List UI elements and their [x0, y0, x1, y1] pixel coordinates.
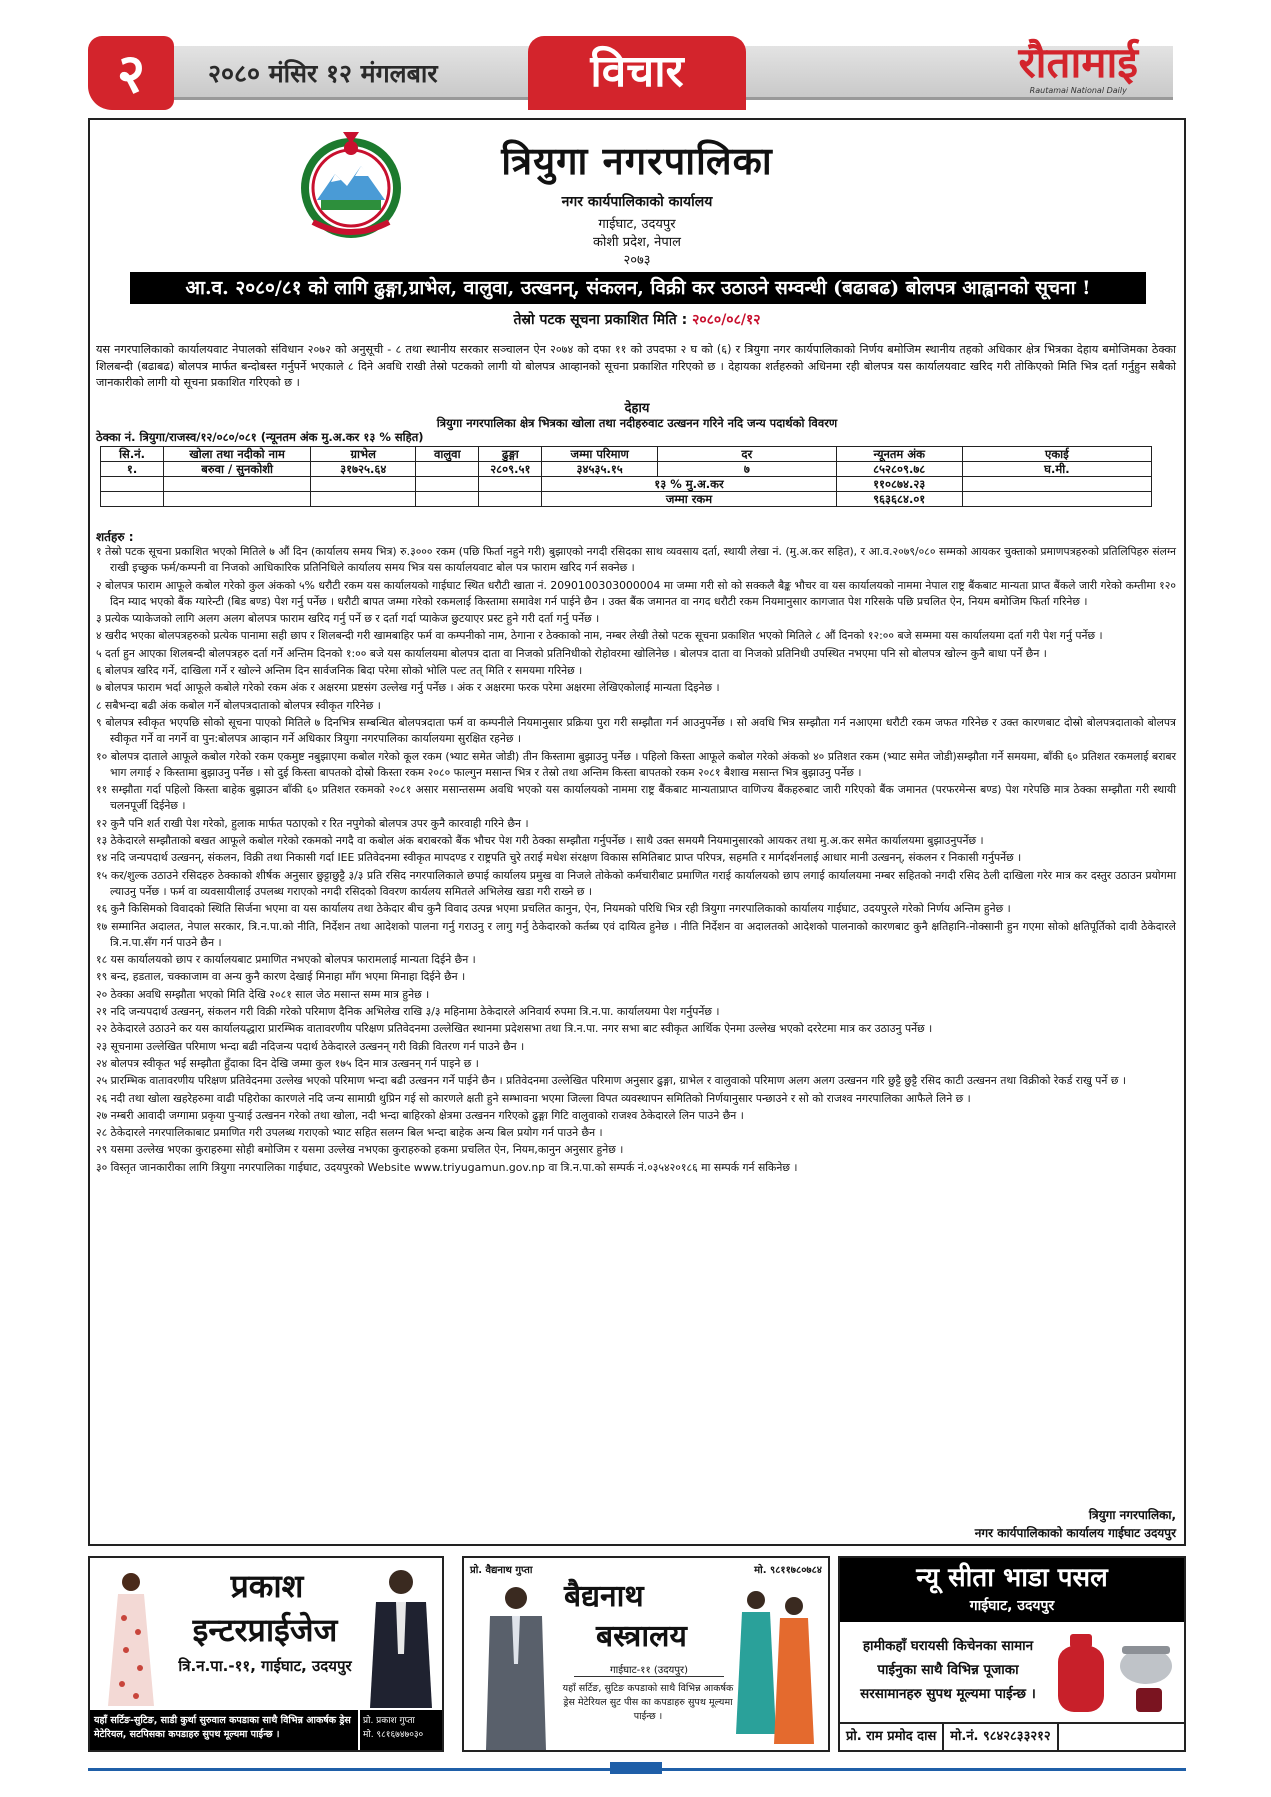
ad1-footer: यहाँ सर्टिङ-सुटिङ, साडी कुर्था सुरुवाल कपडाका साथै विभिन्न आकर्षक ड्रेस मेटेरियल, सटपिसका कपडाहरु सुपथ मूल्यमा पाईन्छ । [90, 1710, 358, 1752]
masthead-name: रौतामाई [1018, 38, 1138, 87]
col-header: जम्मा परिमाण [542, 447, 658, 462]
ad1-contact [360, 1710, 444, 1752]
notice-banner: आ.व. २०८०/८१ को लागि ढुङ्गा,ग्राभेल, वालुवा, उत्खनन्, संकलन, विक्री कर उठाउने सम्वन्धी (बढाबढ) बोलपत्र आह्वानको सूचना ! [130, 272, 1146, 304]
ad-prakash-enterprises [88, 1556, 444, 1752]
page-header [88, 36, 1178, 110]
third-notice-label: तेस्रो पटक सूचना प्रकाशित मिति : [513, 312, 693, 328]
ad2-phone: मो. ९८११७८०७८४ [754, 1565, 822, 1576]
section-title: विचार [528, 36, 746, 110]
ad1-name-line-2: इन्टरप्राईजेज [192, 1611, 338, 1649]
table-cell [962, 477, 1151, 492]
ad3-owner: प्रो. राम प्रमोद दास [840, 1724, 944, 1750]
office-name: नगर कार्यपालिकाको कार्यालय [561, 194, 713, 210]
table-row [101, 492, 1152, 507]
ad1-name-line-1: प्रकाश [230, 1567, 304, 1605]
table-cell: ३४५३५.१५ [542, 462, 658, 477]
term-item: २३ सूचनामा उल्लेखित परिमाण भन्दा बढी नदिजन्य पदार्थ ठेकेदारले उत्खनन् गरी विक्री वितरण गर्न पाउने छैन । [96, 1039, 525, 1053]
table-cell [311, 492, 416, 507]
ad2-name-line-1: बैद्यनाथ [564, 1579, 644, 1614]
term-item: १४ नदि जन्यपदार्थ उत्खनन्, संकलन, विक्री तथा निकासी गर्दा IEE प्रतिवेदनमा स्वीकृत मापदण्ड र राष्ट्रपति चुरे तराई मधेश संरक्षण विकास समितिबाट प्राप्त परिपत्र, सहमति र मार्गदर्शनलाई आधार मानी उत्खनन्, संकलन र निकासी गर्नुपर्नेछ । [96, 851, 1022, 865]
address-line-2: कोशी प्रदेश, नेपाल [593, 235, 681, 250]
term-item: १८ यस कार्यालयको छाप र कार्यालयबाट प्रमाणित नभएको बोलपत्र फारामलाई मान्यता दिईने छैन । [96, 953, 476, 967]
table-cell [101, 477, 164, 492]
table-cell: घ.मी. [962, 462, 1151, 477]
ad3-phone: मो.नं. ९८४२८३३२१२ [944, 1724, 1058, 1750]
intro-paragraph: यस नगरपालिकाको कार्यालयवाट नेपालको संविधान २०७२ को अनुसूची - ८ तथा स्थानीय सरकार सञ्चालन ऐन २०७४ को दफा ११ को उपदफा २ घ को (६) र त्रियुगा नगर कार्यपालिकाको निर्णय बमोजिम स्थानीय तहको अधिकार क्षेत्र भित्रका देहाय बमोजिमका ठेक्का शिलबन्दी (बढाबढ) बोलपत्र मार्फत बन्दोबस्त गर्नुपर्ने भएकाले ८ दिने अवधि राखी तेस्रो पटकको लागी यो बोलपत्र आव्हानको सूचना प्रकाशित गरिएको छ । देहायका शर्तहरुको अधिनमा रही बोलपत्र यस कार्यालयवाट खरिद गरी तोकिएको मिति भित्र दर्ता गर्नुहुन सबैको जानकारीको लागी यो सूचना प्रकाशित गरिएको छ । [96, 343, 1176, 390]
col-header: ग्राभेल [311, 447, 416, 462]
table-cell [311, 477, 416, 492]
vat-label: १३ % मु.अ.कर [542, 477, 836, 492]
ad1-contact-phone: मो. ९८१६७४७०३० [363, 1730, 424, 1740]
term-item: ८ सबैभन्दा बढी अंक कबोल गर्ने बोलपत्रदाताको बोलपत्र स्वीकृत गरिनेछ । [96, 698, 381, 712]
term-item: ६ बोलपत्र खरिद गर्ने, दाखिला गर्ने र खोल्ने अन्तिम दिन सार्वजनिक बिदा परेमा सोको भोलि पल्ट तत् मिति र समयमा गरिनेछ । [96, 664, 583, 678]
address-line-1: गाईघाट, उदयपुर [598, 217, 676, 232]
issue-date: २०८० मंसिर १२ मंगलबार [208, 59, 438, 88]
ad3-title: न्यू सीता भाडा पसल [916, 1563, 1108, 1593]
ad-new-sita-bhada-pasal [838, 1556, 1186, 1752]
third-notice-line [90, 310, 1184, 329]
ad2-owner: प्रो. वैद्यनाथ गुप्ता [470, 1565, 533, 1576]
term-item: ३ प्रत्येक प्याकेजको लागि अलग अलग बोलपत्र फाराम खरिद गर्नु पर्ने छ र दर्ता गर्दा प्याकेज छुटयाएर प्रस्ट हुने गरी दर्ता गर्नु पर्नेछ । [96, 612, 600, 626]
term-item: ११ सम्झौता गर्दा पहिलो किस्ता बाहेक बुझाउन बाँकी ६० प्रतिशत रकमको २०८१ असार मसान्तसम्म अवधि भएको यस कार्यालयको नाममा राष्ट्र बैंकबाट मान्यताप्राप्त वाणिज्य बैंकहरुबाट जारी गरिएको बैंक जमानत (परफरमेन्स बण्ड) पेश गरेपछि मात्र ठेक्का सम्झौता गरी स्थायी चलनपूर्जी दिईनेछ । [96, 783, 1176, 813]
ad3-location: गाईघाट, उदयपुर [969, 1598, 1055, 1614]
col-header: न्यूनतम अंक [836, 447, 962, 462]
ad-baidyanath-bastralaya [462, 1556, 830, 1752]
term-item: १५ कर/शुल्क उठाउने रसिदहरु ठेक्काको शीर्षक अनुसार छुट्टाछुट्टै ३/३ प्रति रसिद नगरपालिकाले छपाई कार्यालय प्रमुख वा निजले तोकेको कर्मचारीबाट प्रमाणित गराई कार्यालयको छाप लगाई कार्यालयमा नम्बर सहितको नगदी रसिद ठेली दाखिला गरेर मात्र कर दस्तुर उठाउन प्रयोगमा ल्याउनु पर्नेछ । फर्म वा व्यवसायीलाई उपलब्ध गराएको नगदी रसिदको विवरण कार्यलय समितले अभिलेख खडा गरी राख्ने छ । [96, 868, 1176, 898]
masthead-subtitle: Rautamai National Daily [1029, 86, 1127, 95]
col-header: दर [657, 447, 836, 462]
page-number: २ [88, 36, 174, 110]
term-item: ९ बोलपत्र स्वीकृत भएपछि सोको सूचना पाएको मितिले ७ दिनभित्र सम्बन्धित बोलपत्रदाता फर्म वा कम्पनीले नियमानुसार प्रक्रिया पुरा गरी सम्झौता गर्न आउनुपर्नेछ । सो अवधि भित्र सम्झौता गर्न नआएमा धरौटी रकम जफत गरिनेछ र उक्त कारणबाट दोस्रो बोलपत्रदाताको बोलपत्र स्वीकृत गर्ने वा नगर्ने वा पुन:बोलपत्र आव्हान गर्ने अधिकार त्रियुगा नगरपालिका कार्यालयमा सुरक्षित रहनेछ । [96, 715, 1176, 746]
term-item: २४ बोलपत्र स्वीकृत भई सम्झौता हुँदाका दिन देखि जम्मा कुल १७५ दिन मात्र उत्खनन् गर्न पाइने छ । [96, 1056, 479, 1070]
table-cell [479, 492, 542, 507]
bottom-mark [610, 1762, 662, 1774]
contract-reference: ठेक्का नं. त्रियुगा/राजस्व/१२/०८०/०८१ (न्यूनतम अंक मु.अ.कर १३ % सहित) [96, 430, 424, 444]
table-cell: बरुवा / सुनकोशी [164, 462, 311, 477]
suit-model-icon [472, 1580, 560, 1750]
man-model-icon [360, 1564, 442, 1708]
masthead-logo [1019, 40, 1139, 95]
term-item: ७ बोलपत्र फाराम भर्दा आफूले कबोले गरेको रकम अंक र अक्षरमा प्रष्टसंग उल्लेख गर्नु पर्नेछ । अंक र अक्षरमा फरक परेमा अक्षरमा लेखिएकोलाई मान्यता दिइनेछ । [96, 681, 720, 695]
ad3-footer [840, 1722, 1184, 1752]
term-item: २७ नम्बरी आवादी जग्गामा प्रकृया पुऱ्याई उत्खनन गरेको तथा खोला, नदी भन्दा बाहिरको क्षेत्रमा उत्खनन गरिएको ढुङ्गा गिटि वालुवाको राजश्व ठेकेदारले लिन पाउने छैन । [96, 1108, 744, 1122]
term-item: २६ नदी तथा खोला खहरेहरुमा वाढी पहिरोका कारणले नदि जन्य सामाग्री थुप्रिन गई सो कारणले क्षती हुने सम्भावना भएमा जिल्ला विपत व्यवस्थापन समितिको निर्णयानुसार पन्छाउने र सो को राजश्व नगरपालिका आफैले लिने छ । [96, 1091, 971, 1105]
schedule-heading: देहाय [624, 401, 650, 416]
kurta-models-icon [726, 1584, 822, 1750]
term-item: १७ सम्मानित अदालत, नेपाल सरकार, त्रि.न.पा.को नीति, निर्देशन तथा आदेशको पालना गर्नु गराउनु र लागु गर्नु ठेकेदारको कर्तब्य एवं दायित्व हुनेछ । नीति निर्देशन वा अदालतको आदेशको पालनाको कारणबाट कुनै क्षतिहानि-नोक्सानी हुन गएमा सोको क्षतिपूर्तिको दावी ठेकेदारले त्रि.न.पा.सँग गर्न पाउने छैन । [96, 919, 1176, 949]
term-item: २१ नदि जन्यपदार्थ उत्खनन्, संकलन गरी विक्री गरेको परिमाण दैनिक अभिलेख राखि ३/३ महिनामा ठेकेदारले अनिवार्य रुपमा त्रि.न.पा. कार्यालयमा पेश गर्नुपर्नेछ । [96, 1005, 720, 1019]
term-item: १ तेस्रो पटक सूचना प्रकाशित भएको मितिले ७ औं दिन (कार्यालय समय भित्र) रु.३००० रकम (पछि फिर्ता नहुने गरी) बुझाएको नगदी रसिदका साथ व्यवसाय दर्ता, स्थायी लेखा नं. (मु.अ.कर सहित), र आ.व.२०७९/०८० सम्मको आयकर चुक्ताको प्रमाणपत्रहरुको प्रतिलिपिहरु संलग्न राखी इच्छुक फर्म/कम्पनी वा निजको आधिकारिक प्रतिनिधिले कार्यालय समय भित्र यस कार्यालयवाट बोल पत्र फाराम खरिद गर्न सक्नेछ । [96, 545, 1176, 575]
col-header: एकाई [962, 447, 1151, 462]
terms-list [96, 544, 1176, 1177]
term-item: १३ ठेकेदारले सम्झौताको बखत आफूले कबोल गरेको रकमको नगदै वा कबोल अंक बराबरको बैंक भौचर पेश गरी ठेक्का सम्झौता गर्नुपर्नेछ । साथै उक्त समयमै नियमानुसारको आयकर तथा मु.अ.कर समेत कार्यालयमा बुझाउनुपर्नेछ । [96, 834, 984, 848]
table-cell [479, 477, 542, 492]
tender-notice [88, 118, 1186, 1546]
term-item: २५ प्रारम्भिक वातावरणीय परिक्षण प्रतिवेदनमा उल्लेख भएको परिमाण भन्दा बढी उत्खनन गर्ने पाईने छैन । प्रतिवेदनमा उल्लेखित परिमाण अनुसार ढुङ्गा, ग्राभेल र वालुवाको परिमाण अलग अलग उत्खनन गरि छुट्टै छुट्टै रसिद काटी उत्खनन तथा विक्रीको रेकर्ड राखु पर्ने छ । [96, 1074, 1126, 1088]
table-cell: ३१७२५.६४ [311, 462, 416, 477]
table-cell: ७ [657, 462, 836, 477]
estimate-table [100, 446, 1152, 507]
term-item: ३० विस्तृत जानकारीका लागि त्रियुगा नगरपालिका गाईघाट, उदयपुरको Website www.triyugamun.gov.np वा त्रि.न.पा.को सम्पर्क नं.०३५४२०१८६ मा सम्पर्क गर्न सकिनेछ । [96, 1160, 798, 1174]
kitchenware-icon [1050, 1626, 1184, 1716]
signature-line-1: त्रियुगा नगरपालिका, [1088, 1508, 1176, 1522]
table-row [101, 477, 1152, 492]
table-cell [164, 492, 311, 507]
col-header: खोला तथा नदीको नाम [164, 447, 311, 462]
ad1-location: त्रि.न.पा.-११, गाईघाट, उदयपुर [178, 1657, 352, 1675]
term-item: २० ठेक्का अवधि सम्झौता भएको मिति देखि २०८१ साल जेठ मसान्त सम्म मात्र हुनेछ । [96, 987, 430, 1001]
table-cell [164, 477, 311, 492]
ad2-name-line-2: बस्त्रालय [596, 1619, 687, 1654]
ad1-contact-name: प्रो. प्रकाश गुप्ता [363, 1716, 415, 1726]
third-notice-date: २०८०/०८/१२ [692, 312, 761, 328]
term-item: २८ ठेकेदारले नगरपालिकाबाट प्रमाणित गरी उपलब्ध गराएको भ्याट सहित सलग्न बिल भन्दा बाहेक अन्य बिल प्रयोग गर्न पाउने छैन । [96, 1126, 603, 1140]
term-item: १० बोलपत्र दाताले आफूले कबोल गरेको रकम एकमुष्ट नबुझाएमा कबोल गरेको कूल रकम (भ्याट समेत जोडी) तीन किस्तामा बुझाउनु पर्नेछ । पहिलो किस्ता आफूले कबोल गरेको अंकको ४० प्रतिशत रकम (भ्याट समेत जोडी)सम्झौता गर्ने समयमा, बाँकी ६० प्रतिशत रकमलाई बराबर भाग लगाई २ किस्तामा बुझाउनु पर्नेछ । सो दुई किस्ता बापतको दोस्रो किस्ता रकम २०८० फाल्गुन मसान्त भित्र र तेस्रो तथा अन्तिम किस्ता बापतको रकम २०८१ बैशाख मसान्त भित्र बुझाउनु पर्नेछ । [96, 749, 1176, 779]
table-title: त्रियुगा नगरपालिका क्षेत्र भित्रका खोला तथा नदीहरुवाट उत्खनन गरिने नदि जन्य पदार्थको विवरण [436, 416, 838, 430]
table-cell [416, 462, 479, 477]
ad3-header [840, 1558, 1184, 1622]
notice-title: त्रियुगा नगरपालिका [501, 138, 773, 183]
table-cell: ८५२८०९.७८ [836, 462, 962, 477]
ad2-description: यहाँ सर्टिङ, सुटिङ कपडाको साथै विभिन्न आकर्षक ड्रेस मेटेरियल सुट पीस का कपडाहरु सुपथ मूल्यमा पाईन्छ । [562, 1683, 734, 1722]
term-item: १९ बन्द, हडताल, चक्काजाम वा अन्य कुनै कारण देखाई मिनाहा माँग भएमा मिनाहा दिईने छैन । [96, 970, 466, 984]
term-item: १६ कुनै किसिमको विवादको स्थिति सिर्जना भएमा वा यस कार्यालय तथा ठेकेदार बीच कुनै विवाद उत्पन्न भएमा प्रचलित कानुन, ऐन, नियमको परिधि भित्र रही त्रियुगा नगरपालिकाको कार्यालय गाईघाट, उदयपुरले गरेको निर्णय अन्तिम हुनेछ । [96, 902, 1011, 916]
table-header-row [101, 447, 1152, 462]
table-cell [416, 492, 479, 507]
woman-model-icon [96, 1568, 166, 1708]
total-amount: ९६३६८४.०१ [836, 492, 962, 507]
term-item: २२ ठेकेदारले उठाउने कर यस कार्यालयद्धारा प्रारम्भिक वातावरणीय परिक्षण प्रतिवेदनमा उल्लेखित स्थानमा प्रदेशसभा तथा त्रि.न.पा. नगर सभा बाट स्वीकृत आर्थिक ऐनमा उल्लेख भएको दररेटमा मात्र कर उठाउनु पर्नेछ । [96, 1022, 933, 1036]
signature-line-2: नगर कार्यपालिकाको कार्यालय गाईघाट उदयपुर [974, 1526, 1176, 1540]
term-item: ५ दर्ता हुन आएका शिलबन्दी बोलपत्रहरु दर्ता गर्ने अन्तिम दिनको १:०० बजे यस कार्यालयमा बोलपत्र दाता वा निजको प्रतिनिधीको रोहोवरमा खोलिनेछ । बोलपत्र दाता वा निजको प्रतिनिधी उपस्थित नभएमा पनि सो बोलपत्र खोल्न कुनै बाधा पर्ने छैन । [96, 646, 1047, 660]
col-header: वालुवा [416, 447, 479, 462]
term-item: २९ यसमा उल्लेख भएका कुराहरुमा सोही बमोजिम र यसमा उल्लेख नभएका कुराहरुको हकमा प्रचलित ऐन, नियम,कानुन अनुसार हुनेछ । [96, 1143, 624, 1157]
established-year: २०७३ [623, 253, 651, 268]
term-item: २ बोलपत्र फाराम आफूले कबोल गरेको कुल अंकको ५% धरौटी रकम यस कार्यालयको गाईघाट स्थित धरौटी खाता नं. 2090100303000004 मा जम्मा गरी सो को सक्कलै बैङ्क भौचर वा यस कार्यालयको नाममा नेपाल राष्ट्र बैंकबाट मान्यता प्राप्त बैंकले जारी गरेको कम्तीमा १२० दिन म्याद भएको बैंक ग्यारेन्टी (बिड बण्ड) पेश गर्नु पर्नेछ । धरौटी बापत जम्मा गरेको रकमलाई किस्तामा समावेश गर्न पाईने छैन । उक्त बैंक जमानत वा नगद धरौटी रकम नियमानुसार कागजात पेश गरिसके पछि प्रचलित ऐन, नियम बमोजिम फिर्ता गरिनेछ । [96, 578, 1176, 608]
terms-heading: शर्तहरु : [96, 530, 134, 544]
table-cell: २८०९.५१ [479, 462, 542, 477]
ad2-location: गाईघाट-११ (उदयपुर) [574, 1662, 724, 1677]
table-row [101, 462, 1152, 477]
total-label: जम्मा रकम [542, 492, 836, 507]
table-cell [962, 492, 1151, 507]
table-cell [416, 477, 479, 492]
col-header: सि.नं. [101, 447, 164, 462]
table-cell [101, 492, 164, 507]
ad3-description: हामीकहाँ घरायसी किचेनका सामान पाईनुका साथै विभिन्न पूजाका सरसामानहरु सुपथ मूल्यमा पाईन्छ । [860, 1638, 1036, 1702]
table-cell: १. [101, 462, 164, 477]
vat-amount: ११०८७४.२३ [836, 477, 962, 492]
col-header: ढुङ्गा [479, 447, 542, 462]
term-item: १२ कुनै पनि शर्त राखी पेश गरेको, हुलाक मार्फत पठाएको र रित नपुगेको बोलपत्र उपर कुनै कारवाही गरिने छैन । [96, 816, 529, 830]
term-item: ४ खरीद भएका बोलपत्रहरुको प्रत्येक पानामा सही छाप र शिलबन्दी गरी खामबाहिर फर्म वा कम्पनीको नाम, ठेगाना र ठेक्काको नाम, नम्बर लेखी तेस्रो पटक सूचना प्रकाशित भएको मितिले ८ औं दिनको १२:०० बजे सम्ममा यस कार्यालयमा दर्ता गरी पेश गर्नु पर्नेछ । [96, 629, 1103, 643]
